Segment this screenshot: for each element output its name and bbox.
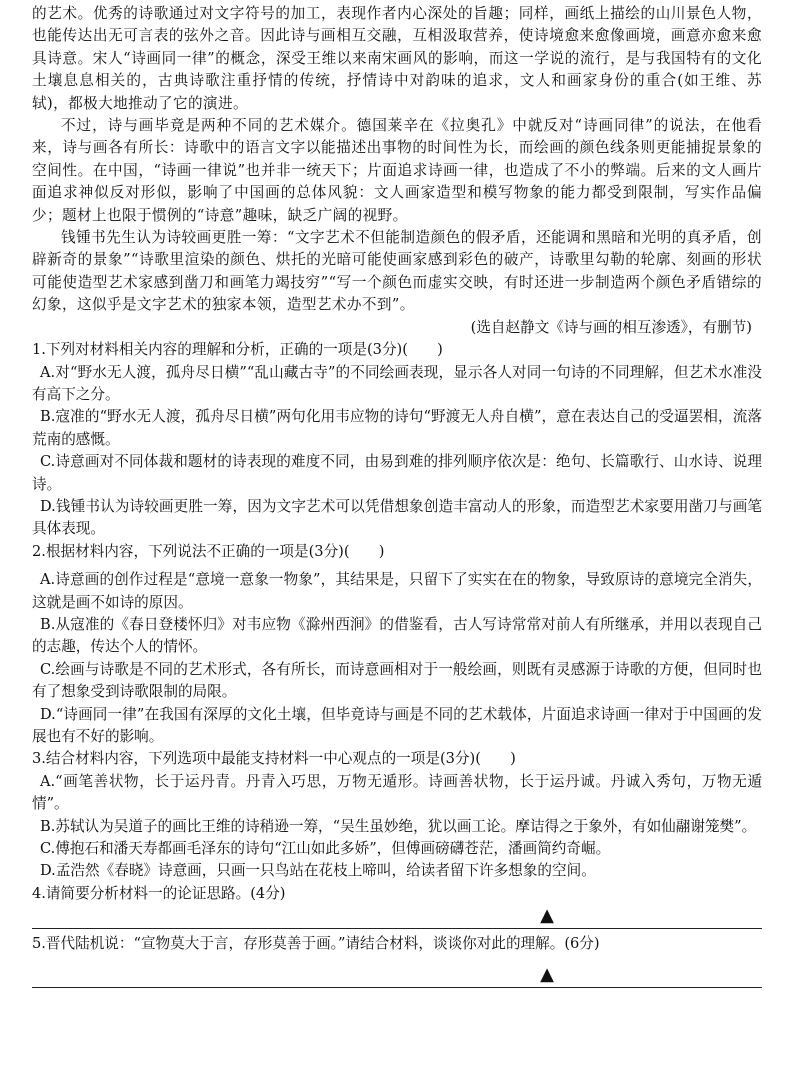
question-5	[32, 933, 762, 987]
question-stem: 5.晋代陆机说：“宣物莫大于言，存形莫善于画。”请结合材料，谈谈你对此的理解。(6分)	[32, 935, 600, 953]
option-d: D.孟浩然《春晓》诗意画，只画一只鸟站在花枝上啼叫，给读者留下许多想象的空间。	[40, 862, 596, 880]
option-b: B.苏轼认为吴道子的画比王维的诗稍逊一筹，“吴生虽妙绝，犹以画工论。摩诘得之于象外，有如仙翮谢笼樊”。	[40, 817, 757, 835]
answer-area[interactable]	[32, 964, 762, 988]
question-4	[32, 883, 762, 929]
answer-line	[32, 928, 762, 929]
material-paragraph-2: 不过，诗与画毕竟是两种不同的艺术媒介。德国莱辛在《拉奥孔》中就反对“诗画同律”的说法，在他看来，诗与画各有所长：诗歌中的语言文字以能描述出事物的时间性为长，而绘画的颜色线条则更能捕捉景象的空间性。在中国，“诗画一律说”也并非一统天下；片面追求诗画一律，也造成了不小的弊端。后来的文人画片面追求神似反对形似，影响了中国画的总体风貌：文人画家造型和模写物象的能力都受到限制，写实作品偏少；题材上也限于惯例的“诗意”趣味，缺乏广阔的视野。	[32, 117, 762, 224]
material-paragraph-1: 的艺术。优秀的诗歌通过对文字符号的加工，表现作者内心深处的旨趣；同样，画纸上描绘的山川景色人物，也能传达出无可言表的弦外之音。因此诗与画相互交融，互相汲取营养，使诗境愈来愈像画境，画意亦愈来愈具诗意。宋人“诗画同一律”的概念，深受王维以来南宋画风的影响，而这一学说的流行，是与我国特有的文化土壤息息相关的，古典诗歌注重抒情的传统，抒情诗中对韵味的追求，文人和画家身份的重合(如王维、苏轼)，都极大地推动了它的演进。	[32, 5, 762, 112]
option-c: C.绘画与诗歌是不同的艺术形式，各有所长，而诗意画相对于一般绘画，则既有灵感源于诗歌的方便，但同时也有了想象受到诗歌限制的局限。	[32, 660, 762, 701]
option-c: C.诗意画对不同体裁和题材的诗表现的难度不同，由易到难的排列顺序依次是：绝句、长篇歌行、山水诗、说理诗。	[32, 453, 762, 493]
option-b: B.从寇准的《春日登楼怀归》对韦应物《滁州西涧》的借鉴看，古人写诗常常对前人有所继承，并用以表现自己的志趣，传达个人的情怀。	[32, 615, 762, 656]
material-source: (选自赵静文《诗与画的相互渗透》，有删节)	[470, 318, 752, 336]
answer-triangle-icon: ▲	[540, 963, 554, 985]
question-stem: 2.根据材料内容，下列说法不正确的一项是(3分)( )	[32, 542, 385, 560]
option-a: A.对“野水无人渡，孤舟尽日横”“乱山藏古寺”的不同绘画表现，显示各人对同一句诗的不同理解，但艺术水准没有高下之分。	[32, 363, 762, 403]
material-paragraph-3: 钱锺书先生认为诗较画更胜一筹：“文字艺术不但能制造颜色的假矛盾，还能调和黑暗和光明的真矛盾，创辟新奇的景象”“诗歌里渲染的颜色、烘托的光暗可能使画家感到彩色的破产，诗歌里勾勒的轮廓、刻画的形状可能使造型艺术家感到凿刀和画笔力竭技穷”“写一个颜色而虚实交映，有时还进一步制造两个颜色矛盾错综的幻象，这似乎是文字艺术的独家本领，造型艺术办不到”。	[32, 229, 762, 314]
answer-triangle-icon: ▲	[540, 905, 554, 927]
option-d: D.钱锺书认为诗较画更胜一筹，因为文字艺术可以凭借想象创造丰富动人的形象，而造型艺术家要用凿刀与画笔具体表现。	[32, 497, 762, 538]
question-1	[32, 339, 762, 541]
question-stem: 3.结合材料内容，下列选项中最能支持材料一中心观点的一项是(3分)( )	[32, 750, 516, 768]
answer-line	[32, 987, 762, 988]
question-stem: 1.下列对材料相关内容的理解和分析，正确的一项是(3分)( )	[32, 341, 443, 359]
option-b: B.寇准的“野水无人渡，孤舟尽日横”两句化用韦应物的诗句“野渡无人舟自横”，意在表达自己的受逼罢相，流落荒南的感慨。	[32, 408, 762, 448]
answer-area[interactable]	[32, 905, 762, 929]
option-d: D.“诗画同一律”在我国有深厚的文化土壤，但毕竟诗与画是不同的艺术载体，片面追求诗画一律对于中国画的发展也有不好的影响。	[32, 705, 762, 745]
question-2	[32, 541, 762, 749]
material-text	[32, 3, 762, 339]
option-a: A.“画笔善状物，长于运丹青。丹青入巧思，万物无遁形。诗画善状物，长于运丹诚。丹诚入秀句，万物无遁情”。	[32, 772, 762, 813]
question-stem: 4.请简要分析材料一的论证思路。(4分)	[32, 884, 286, 902]
question-3	[32, 748, 762, 882]
option-c: C.傅抱石和潘天寿都画毛泽东的诗句“江山如此多娇”，但傅画磅礴苍茫，潘画简约奇崛。	[40, 840, 611, 858]
option-a: A.诗意画的创作过程是“意境一意象一物象”，其结果是，只留下了实实在在的物象，导致原诗的意境完全消失，这就是画不如诗的原因。	[32, 571, 762, 611]
